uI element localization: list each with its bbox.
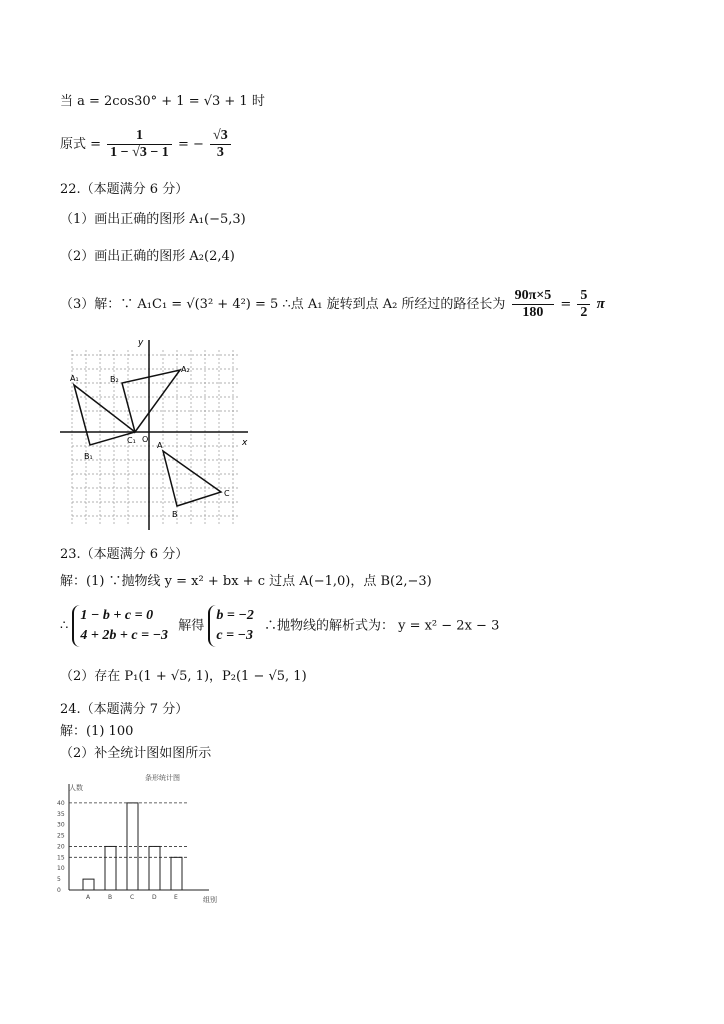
x-tick-label-A: A [86,894,91,901]
label-b: B [172,510,178,519]
frac2-den: 3 [216,145,224,160]
label-c: C [224,489,230,498]
arc-fraction-2 [577,288,590,321]
q24-part1-text: 解：(1) 100 [60,724,134,739]
grid-svg [60,335,255,535]
x-axis-label: x [242,438,248,448]
bar-A [83,879,94,890]
q22-part2 [60,245,235,264]
bar-D [149,846,160,890]
q23-part1-text: 解：(1) ∵抛物线 y = x² + bx + c 过点 A(−1,0)，点 B(2,−3) [60,574,432,589]
q23-system [60,605,499,647]
solve-label: 解得 [178,618,205,634]
label-a1: A₁ [70,374,79,383]
q24-title: 24.（本题满分 7 分） [60,702,189,717]
triangle-a2 [122,370,180,432]
label-c1: C₁ [127,436,136,445]
cos-expression: 当 a = 2cos30° + 1 = √3 + 1 时 [60,94,265,109]
sys1-eq1: 1 − b + c = 0 [80,608,154,623]
sys2-eq1: b = −2 [216,608,254,623]
equation-system-2 [208,605,259,647]
coordinate-grid-figure [60,335,255,539]
q22-part1 [60,208,246,227]
arc-frac2-num: 5 [577,288,590,305]
q22-heading [60,178,188,197]
q24-part2 [60,742,211,761]
bar-E [171,857,182,890]
q23-title: 23.（本题满分 6 分） [60,547,189,562]
frac1-den: 1 − √3 − 1 [110,145,169,160]
q24-part1 [60,720,133,739]
q23-part2-text: （2）存在 P₁(1 + √5, 1)，P₂(1 − √5, 1) [60,669,307,684]
chart-ylabel: 人数 [69,784,83,792]
bar-chart-figure [55,768,225,912]
chart-title: 条形统计图 [145,774,180,782]
frac2-num: √3 [210,128,231,145]
fraction-1 [107,128,172,161]
arc-frac-num: 90π×5 [512,288,555,305]
bar-chart-svg [55,768,225,908]
text-line-cos [60,90,265,109]
y-tick-label-0: 0 [57,887,61,894]
chart-xlabel: 组别 [203,896,217,904]
triangle-a1 [74,385,135,445]
q24-part2-text: （2）补全统计图如图所示 [60,746,212,761]
y-tick-label-1: 5 [57,876,61,884]
q22-part2-text: （2）画出正确的图形 A₂(2,4) [60,249,235,264]
text-line-original [60,128,233,161]
x-tick-label-D: D [152,894,157,901]
y-axis-label: y [138,338,144,348]
arc-frac-den: 180 [522,305,544,320]
arc-equals: = [560,297,572,312]
arc-frac2-den: 2 [580,305,588,320]
q23-part2 [60,665,307,684]
triangle-abc [163,451,221,506]
label-a2: A₂ [181,365,190,374]
x-tick-label-E: E [174,894,178,901]
parabola-result: ∴抛物线的解析式为： y = x² − 2x − 3 [263,618,500,634]
y-tick-label-5: 25 [57,832,65,840]
pi-symbol: π [596,296,605,312]
equals-minus: = − [177,137,204,152]
sys2-eq2: c = −3 [216,628,254,643]
y-tick-label-4: 20 [57,843,65,851]
q22-title: 22.（本题满分 6 分） [60,182,189,197]
label-b2: B₂ [110,375,119,384]
y-tick-label-6: 30 [57,821,65,829]
origin-label: O [142,435,149,444]
q22-part1-text: （1）画出正确的图形 A₁(−5,3) [60,212,246,227]
fraction-2 [210,128,231,161]
q22-part3 [60,288,605,321]
frac1-num: 1 [107,128,172,145]
q22-part3-text: （3）解：∵ A₁C₁ = √(3² + 4²) = 5 ∴点 A₁ 旋转到点 A₂ 所经过的路径长为 [60,297,506,312]
label-b1: B₁ [84,452,93,461]
y-tick-label-8: 40 [57,799,65,807]
q23-heading [60,543,188,562]
sys1-eq2: 4 + 2b + c = −3 [80,628,169,643]
bar-B [105,846,116,890]
arc-fraction [512,288,555,321]
x-tick-label-C: C [130,894,135,901]
therefore-symbol: ∴ [60,618,69,634]
y-tick-label-7: 35 [57,810,65,818]
equation-system-1 [72,605,174,647]
y-tick-label-2: 10 [57,865,65,873]
label-a: A [157,441,163,450]
x-tick-label-B: B [108,894,113,901]
y-tick-label-3: 15 [57,854,65,862]
grid-lines [72,350,240,525]
q23-part1 [60,570,432,589]
original-label: 原式 = [60,137,102,152]
q24-heading [60,698,188,717]
